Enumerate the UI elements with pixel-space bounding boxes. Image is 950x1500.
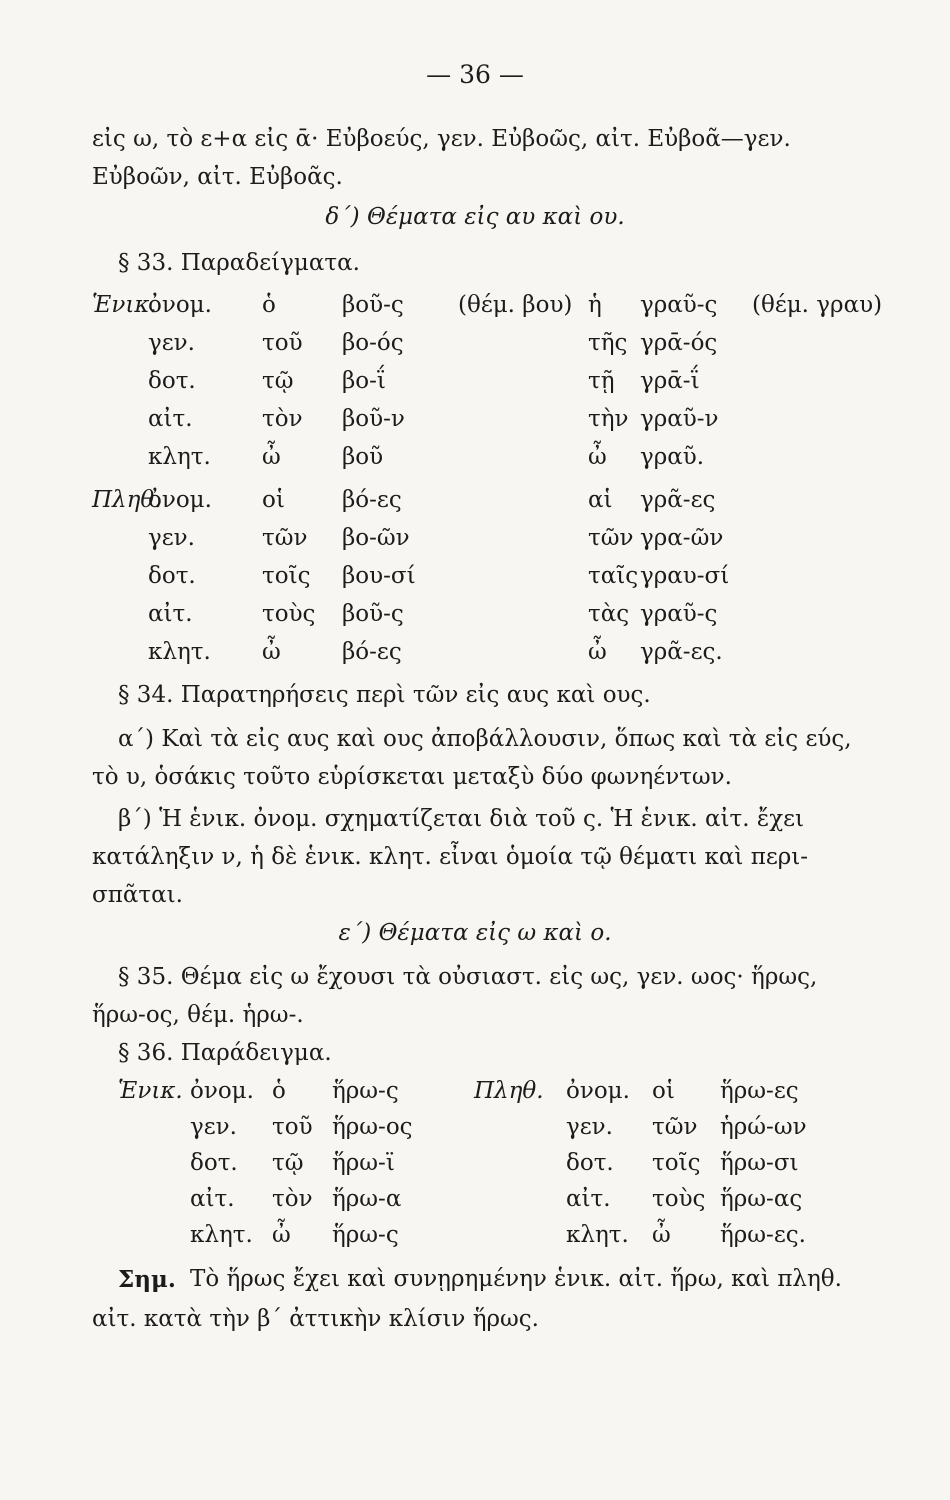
table1-form: γραῦ-ν (640, 406, 719, 432)
table1-article: τοῖς (262, 563, 311, 589)
table1-article: ὦ (588, 639, 607, 665)
table1-form: βοῦ (342, 444, 384, 470)
table1-case: ὀνομ. (148, 487, 212, 513)
table1-form: βοῦ-ν (342, 406, 405, 432)
table2-group-singular: Ἑνικ. (118, 1078, 183, 1104)
table2-singular-cell: ἥρω-α (332, 1186, 402, 1212)
table2-plural-cell: δοτ. (566, 1150, 614, 1176)
table2-singular-cell: αἰτ. (190, 1186, 235, 1212)
table1-article: τῆς (588, 330, 628, 356)
table1-form: βό-ες (342, 487, 402, 513)
table1-case: δοτ. (148, 563, 196, 589)
table1-article: τὴν (588, 406, 629, 432)
note-line-1: Τὸ ἥρως ἔχει καὶ συνῃρημένην ἑνικ. αἰτ. ἥρω, καὶ πληθ. (190, 1266, 842, 1292)
table2-singular-cell: ὀνομ. (190, 1078, 254, 1104)
table1-article: ἡ (588, 292, 602, 318)
table1-form: γραυ-σί (640, 563, 730, 589)
table1-form: βό-ες (342, 639, 402, 665)
table1-form: γρᾱ-ός (640, 330, 718, 356)
table1-form: γρᾶ-ες. (640, 639, 723, 665)
table1-case: δοτ. (148, 368, 196, 394)
table1-form: γρα-ῶν (640, 525, 724, 551)
section-34-title: § 34. Παρατηρήσεις περὶ τῶν εἰς αυς καὶ ους. (118, 682, 651, 708)
table2-singular-cell: ἥρω-ς (332, 1222, 399, 1248)
table1-form: βο-ός (342, 330, 404, 356)
table1-form: βο-ῶν (342, 525, 410, 551)
table1-case: αἰτ. (148, 406, 193, 432)
observation-line-2: τὸ υ, ὁσάκις τοῦτο εὑρίσκεται μεταξὺ δύο φωνηέντων. (92, 764, 732, 790)
table1-case: ὀνομ. (148, 292, 212, 318)
table2-plural-cell: γεν. (566, 1114, 613, 1140)
table1-article: αἱ (588, 487, 613, 513)
table1-case: γεν. (148, 330, 195, 356)
section-35-line-2: ἥρω-ος, θέμ. ἡρω-. (92, 1002, 304, 1028)
table1-group-singular: Ἑνικ. (92, 292, 157, 318)
table2-plural-cell: ἥρω-ες (720, 1078, 799, 1104)
table1-form: βου-σί (342, 563, 416, 589)
table1-article: ταῖς (588, 563, 639, 589)
table1-article: τοῦ (262, 330, 303, 356)
table1-stem-note: (θέμ. γραυ) (752, 292, 883, 318)
intro-line-2: Εὐβοῶν, αἰτ. Εὐβοᾶς. (92, 164, 343, 190)
table1-article: ὦ (262, 639, 281, 665)
table1-article: οἱ (262, 487, 285, 513)
table1-article: τοὺς (262, 601, 316, 627)
table1-form: βοῦ-ς (342, 601, 404, 627)
table2-singular-cell: γεν. (190, 1114, 237, 1140)
table2-singular-cell: ἥρω-ος (332, 1114, 413, 1140)
intro-line-1: εἰς ω, τὸ ε+α εἰς ᾱ· Εὐβοεύς, γεν. Εὐβοῶς, αἰτ. Εὐβοᾶ—γεν. (92, 126, 791, 152)
table1-form: γρᾱ-ΐ (640, 368, 700, 394)
note-line-2: αἰτ. κατὰ τὴν β΄ ἀττικὴν κλίσιν ἥρως. (92, 1306, 539, 1332)
table1-article: ὦ (262, 444, 281, 470)
table1-case: κλητ. (148, 444, 211, 470)
heading-delta: δ΄) Θέματα εἰς αυ καὶ ου. (325, 204, 625, 230)
note-label: Σημ. (118, 1266, 176, 1293)
table1-form: βο-ΐ (342, 368, 386, 394)
table1-form: γραῦ-ς (640, 601, 718, 627)
table2-plural-cell: ὦ (652, 1222, 671, 1248)
table1-article: ὦ (588, 444, 607, 470)
table1-group-plural: Πληθ. (92, 487, 162, 513)
table1-form: γραῦ. (640, 444, 705, 470)
table1-article: τῇ (588, 368, 615, 394)
table1-article: τῶν (588, 525, 634, 551)
table1-article: τῶν (262, 525, 308, 551)
table2-plural-cell: ὀνομ. (566, 1078, 630, 1104)
section-33-title: § 33. Παραδείγματα. (118, 250, 360, 276)
table1-form: γραῦ-ς (640, 292, 718, 318)
table2-singular-cell: ἥρω-ϊ (332, 1150, 395, 1176)
table2-plural-cell: τοὺς (652, 1186, 706, 1212)
table1-stem-note: (θέμ. βου) (458, 292, 573, 318)
table1-case: κλητ. (148, 639, 211, 665)
table2-singular-cell: τῷ (272, 1150, 304, 1176)
table2-plural-cell: ἡρώ-ων (720, 1114, 807, 1140)
table2-singular-cell: κλητ. (190, 1222, 253, 1248)
table2-singular-cell: ὦ (272, 1222, 291, 1248)
table2-plural-cell: οἱ (652, 1078, 675, 1104)
observation-line-4: κατάληξιν ν, ἡ δὲ ἑνικ. κλητ. εἶναι ὁμοία τῷ θέματι καὶ περι- (92, 844, 809, 870)
table2-plural-cell: ἥρω-ες. (720, 1222, 806, 1248)
table1-article: τὸν (262, 406, 303, 432)
table2-singular-cell: ὁ (272, 1078, 286, 1104)
table2-plural-cell: ἥρω-σι (720, 1150, 799, 1176)
heading-epsilon: ε΄) Θέματα εἰς ω καὶ ο. (338, 920, 612, 946)
observation-line-5: σπᾶται. (92, 882, 183, 908)
section-35-line-1: § 35. Θέμα εἰς ω ἔχουσι τὰ οὐσιαστ. εἰς ως, γεν. ωος· ἥρως, (118, 964, 818, 990)
table2-singular-cell: ἥρω-ς (332, 1078, 399, 1104)
table1-article: τὰς (588, 601, 630, 627)
table2-plural-cell: τοῖς (652, 1150, 701, 1176)
table1-case: γεν. (148, 525, 195, 551)
observation-line-3: β΄) Ἡ ἑνικ. ὀνομ. σχηματίζεται διὰ τοῦ ς. Ἡ ἑνικ. αἰτ. ἔχει (118, 806, 805, 832)
observation-line-1: α΄) Καὶ τὰ εἰς αυς καὶ ους ἀποβάλλουσιν, ὅπως καὶ τὰ εἰς εύς, (118, 726, 852, 752)
table2-singular-cell: τὸν (272, 1186, 313, 1212)
table1-article: τῷ (262, 368, 294, 394)
table2-plural-cell: κλητ. (566, 1222, 629, 1248)
page-number: — 36 — (426, 60, 524, 89)
table1-case: αἰτ. (148, 601, 193, 627)
table1-form: βοῦ-ς (342, 292, 404, 318)
table2-plural-cell: ἥρω-ας (720, 1186, 803, 1212)
table1-article: ὁ (262, 292, 276, 318)
table2-singular-cell: δοτ. (190, 1150, 238, 1176)
table2-plural-cell: αἰτ. (566, 1186, 611, 1212)
table2-singular-cell: τοῦ (272, 1114, 313, 1140)
table2-group-plural: Πληθ. (474, 1078, 544, 1104)
table2-plural-cell: τῶν (652, 1114, 698, 1140)
table1-form: γρᾶ-ες (640, 487, 716, 513)
section-36-title: § 36. Παράδειγμα. (118, 1040, 332, 1066)
